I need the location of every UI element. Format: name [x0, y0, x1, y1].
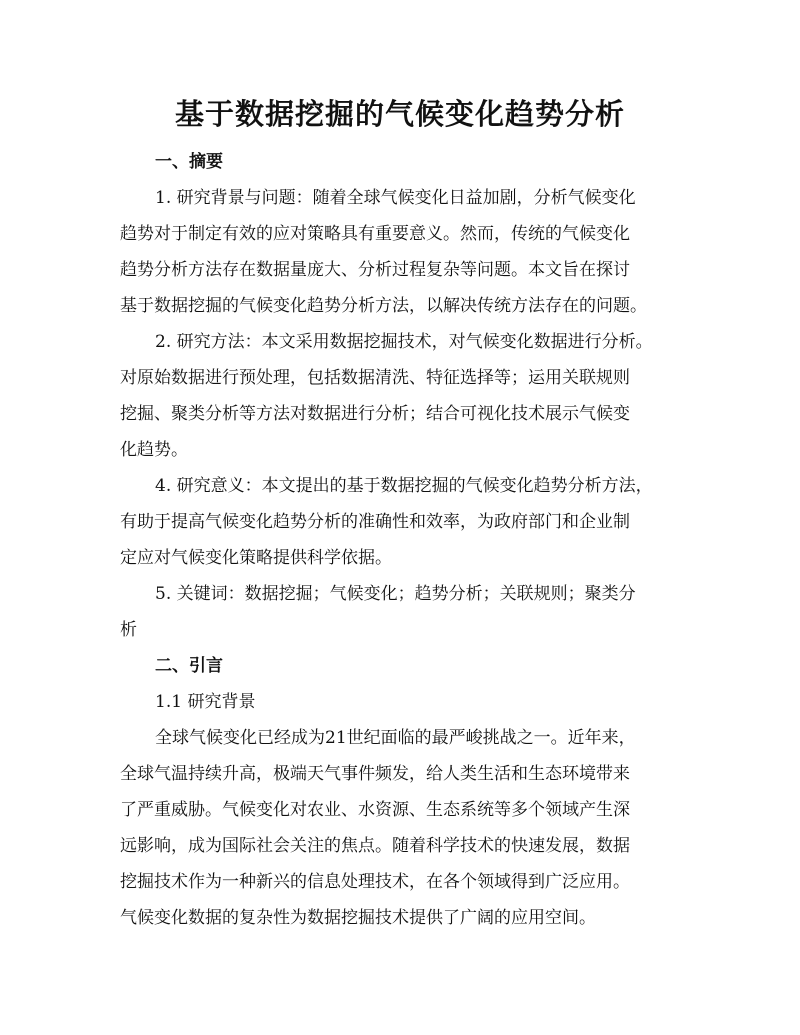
- paragraph-line: 气候变化数据的复杂性为数据挖掘技术提供了广阔的应用空间。: [120, 908, 596, 928]
- paragraph-line: 趋势分析方法存在数据量庞大、分析过程复杂等问题。本文旨在探讨: [120, 260, 630, 280]
- paragraph-line: 2. 研究方法：本文采用数据挖掘技术，对气候变化数据进行分析。: [155, 332, 653, 352]
- paragraph-line: 远影响，成为国际社会关注的焦点。随着科学技术的快速发展，数据: [120, 836, 630, 856]
- paragraph-line: 1. 研究背景与问题：随着全球气候变化日益加剧，分析气候变化: [155, 188, 636, 208]
- paragraph-line: 定应对气候变化策略提供科学依据。: [120, 548, 392, 568]
- keywords-line: 5. 关键词：数据挖掘；气候变化；趋势分析；关联规则；聚类分: [155, 584, 636, 604]
- paragraph-line: 有助于提高气候变化趋势分析的准确性和效率，为政府部门和企业制: [120, 512, 630, 532]
- paragraph-line: 全球气候变化已经成为21世纪面临的最严峻挑战之一。近年来，: [155, 728, 636, 748]
- subsection-heading-background: 1.1 研究背景: [155, 692, 256, 712]
- paragraph-line: 挖掘技术作为一种新兴的信息处理技术，在各个领域得到广泛应用。: [120, 872, 630, 892]
- paragraph-line: 趋势对于制定有效的应对策略具有重要意义。然而，传统的气候变化: [120, 224, 630, 244]
- paragraph-line: 基于数据挖掘的气候变化趋势分析方法，以解决传统方法存在的问题。: [120, 296, 647, 316]
- section-heading-introduction: 二、引言: [155, 656, 223, 676]
- paragraph-line: 化趋势。: [120, 440, 188, 460]
- document-title: 基于数据挖掘的气候变化趋势分析: [174, 97, 625, 131]
- keywords-line: 析: [120, 620, 137, 640]
- paragraph-line: 全球气温持续升高，极端天气事件频发，给人类生活和生态环境带来: [120, 764, 630, 784]
- paragraph-line: 了严重威胁。气候变化对农业、水资源、生态系统等多个领域产生深: [120, 800, 630, 820]
- paragraph-line: 挖掘、聚类分析等方法对数据进行分析；结合可视化技术展示气候变: [120, 404, 630, 424]
- paragraph-line: 对原始数据进行预处理，包括数据清洗、特征选择等；运用关联规则: [120, 368, 630, 388]
- paragraph-line: 4. 研究意义：本文提出的基于数据挖掘的气候变化趋势分析方法，: [155, 476, 653, 496]
- section-heading-abstract: 一、摘要: [155, 152, 223, 172]
